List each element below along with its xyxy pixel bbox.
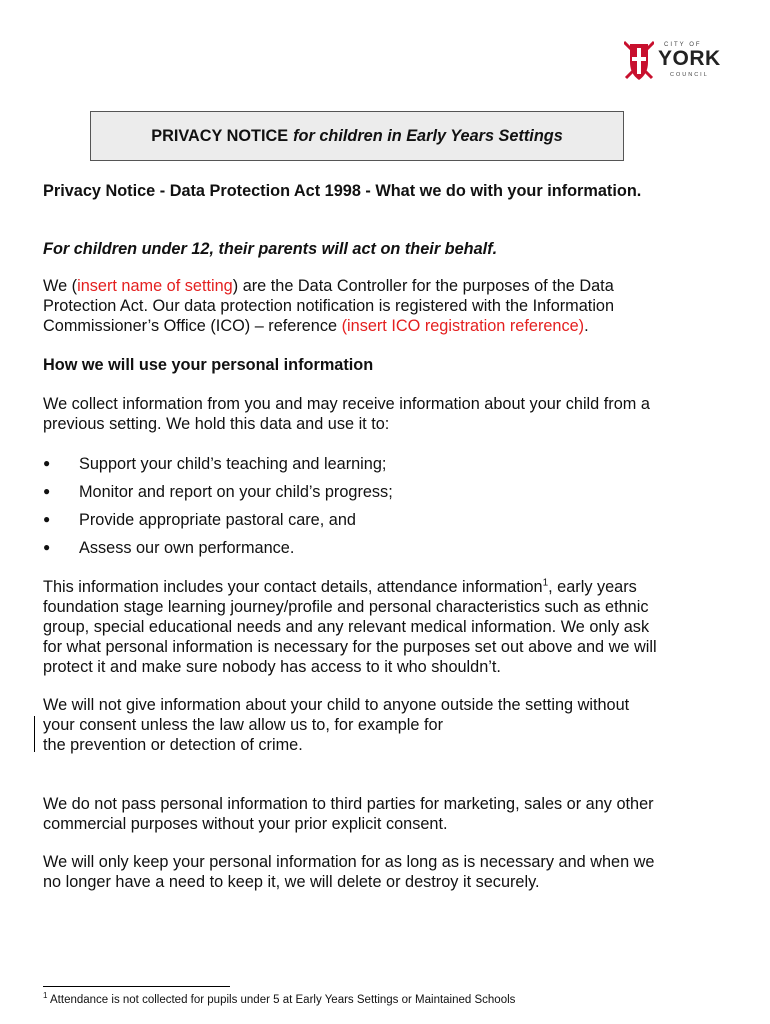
collect-line-2: previous setting. We hold this data and use it to:: [43, 415, 390, 433]
footnote-number: 1: [43, 991, 48, 1001]
footnote: [43, 991, 516, 1006]
ico-reference-placeholder: (insert ICO registration reference): [341, 317, 585, 335]
list-item: Provide appropriate pastoral care, and: [79, 511, 356, 529]
york-crest-icon: [624, 40, 654, 84]
list-item: Support your child’s teaching and learning;: [79, 455, 387, 473]
bullet-dot-icon: ●: [43, 456, 51, 470]
sub-heading: For children under 12, their parents will act on their behalf.: [43, 240, 498, 258]
includes-line-3: group, special educational needs and any relevant medical information. We only ask: [43, 618, 650, 636]
document-title: [90, 111, 624, 161]
includes-line-4: for what personal information is necessary for the purposes set out above and we will: [43, 638, 657, 656]
logo-city-of: CITY OF: [664, 42, 702, 48]
title-bold: PRIVACY NOTICE: [151, 126, 289, 145]
nogive-line-2: your consent unless the law allow us to, for example for: [43, 716, 443, 734]
logo-council: COUNCIL: [670, 72, 709, 78]
controller-line-2: Protection Act. Our data protection notification is registered with the Information: [43, 297, 615, 315]
logo-york: YORK: [658, 47, 721, 70]
controller-line-1: We (insert name of setting) are the Data Controller for the purposes of the Data: [43, 277, 614, 295]
change-bar: [34, 716, 35, 752]
nogive-line-3: the prevention or detection of crime.: [43, 736, 303, 754]
keep-line-2: no longer have a need to keep it, we will delete or destroy it securely.: [43, 873, 540, 891]
keep-line-1: We will only keep your personal information for as long as is necessary and when we: [43, 853, 655, 871]
york-council-logo: [624, 38, 724, 84]
main-heading: Privacy Notice - Data Protection Act 1998 - What we do with your information.: [43, 182, 642, 200]
includes-line-1: This information includes your contact details, attendance information$^1$, early years: [43, 577, 637, 596]
nogive-line-1: We will not give information about your child to anyone outside the setting without: [43, 696, 630, 714]
setting-name-placeholder: insert name of setting: [77, 277, 233, 295]
nopass-line-2: commercial purposes without your prior explicit consent.: [43, 815, 448, 833]
list-item: Assess our own performance.: [79, 539, 295, 557]
collect-line-1: We collect information from you and may receive information about your child from a: [43, 395, 650, 413]
bullet-dot-icon: ●: [43, 512, 51, 526]
footnote-text: Attendance is not collected for pupils under 5 at Early Years Settings or Maintained Schools: [50, 994, 516, 1006]
list-item: Monitor and report on your child’s progress;: [79, 483, 393, 501]
controller-line-3: Commissioner’s Office (ICO) – reference (insert ICO registration reference).: [43, 317, 589, 335]
includes-line-5: protect it and make sure nobody has access to it who shouldn’t.: [43, 658, 501, 676]
bullet-dot-icon: ●: [43, 484, 51, 498]
title-italic: for children in Early Years Settings: [293, 126, 563, 145]
bullet-dot-icon: ●: [43, 540, 51, 554]
includes-line-2: foundation stage learning journey/profile and personal characteristics such as ethnic: [43, 598, 649, 616]
footnote-reference: 1: [542, 577, 549, 589]
how-we-use-heading: How we will use your personal information: [43, 356, 374, 374]
footnote-separator: [43, 986, 230, 987]
nopass-line-1: We do not pass personal information to third parties for marketing, sales or any other: [43, 795, 654, 813]
